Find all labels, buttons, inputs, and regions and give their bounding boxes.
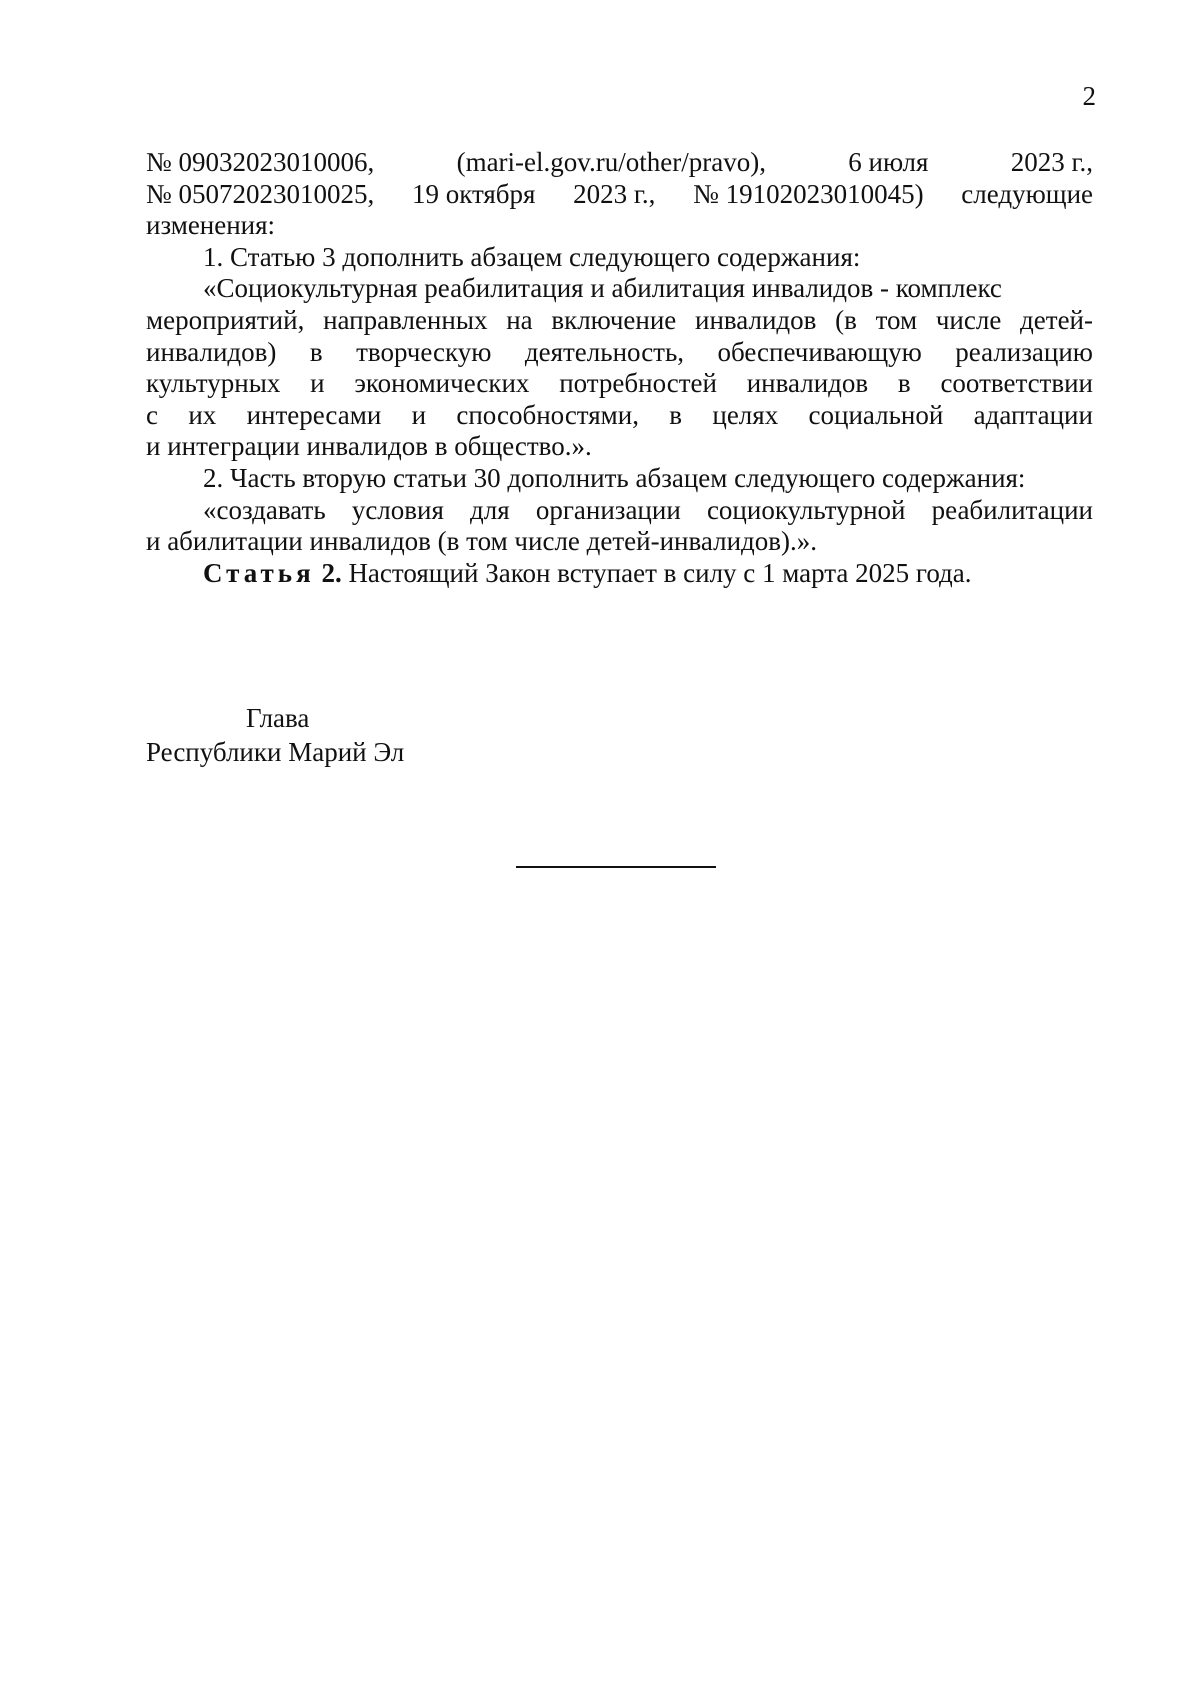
quote-word: для [470, 494, 510, 525]
item-2-quote-line-1 [146, 495, 1093, 527]
article-2-number: 2. [321, 557, 342, 588]
intro-word: 6 июля [848, 147, 929, 177]
signature-title: Глава [246, 703, 310, 733]
intro-word: 19 октября [411, 178, 536, 209]
item-1-quote-line-5 [146, 400, 1093, 432]
quote-word: экономических [354, 368, 530, 399]
intro-word: следующие [961, 178, 1093, 209]
intro-line-3: изменения: [146, 210, 276, 241]
quote-word: «создавать [203, 494, 326, 525]
item-1-quote-line-6: и интеграции инвалидов в общество.». [146, 431, 592, 462]
quote-word: с [146, 399, 158, 430]
end-of-document-rule [516, 866, 716, 868]
quote-word: потребностей [559, 368, 717, 399]
quote-word: включение [551, 304, 677, 335]
intro-line-1 [146, 147, 1093, 179]
article-2-label: Статья [203, 557, 315, 588]
intro-line-2 [146, 179, 1093, 211]
quote-word: на [506, 304, 533, 335]
quote-word: реабилитации [931, 494, 1093, 525]
intro-word: 2023 г., [1010, 147, 1093, 177]
quote-word: в [309, 336, 323, 367]
quote-word: организации [535, 494, 681, 525]
quote-word: инвалидов) [146, 336, 277, 367]
quote-word: мероприятий, [146, 304, 305, 335]
item-2-heading: 2. Часть вторую статьи 30 дополнить абзацем следующего содержания: [203, 462, 1026, 493]
item-1-quote-line-2 [146, 305, 1093, 337]
quote-word: направленных [323, 304, 488, 335]
intro-word: № 05072023010025, [146, 178, 375, 209]
intro-word: 2023 г., [573, 178, 656, 209]
item-1-heading: 1. Статью 3 дополнить абзацем следующего содержания: [203, 241, 861, 272]
quote-word: условия [351, 494, 444, 525]
quote-word: и [411, 399, 427, 430]
article-2 [146, 558, 1093, 590]
quote-word: социокультурной [706, 494, 906, 525]
item-2-quote-line-2: и абилитации инвалидов (в том числе детей-инвалидов).». [146, 526, 818, 557]
intro-word: (mari-el.gov.ru/other/pravo), [456, 147, 766, 177]
quote-word: соответствии [940, 368, 1093, 399]
quote-word: инвалидов [746, 368, 869, 399]
item-1-quote-line-1: «Социокультурная реабилитация и абилитация инвалидов - комплекс [203, 273, 1002, 304]
quote-word: в [897, 368, 911, 399]
quote-word: обеспечивающую [717, 336, 922, 367]
document-body [146, 147, 1093, 589]
quote-word: культурных [146, 368, 281, 399]
item-1-quote-line-4 [146, 368, 1093, 400]
quote-word: реализацию [955, 336, 1093, 367]
quote-word: целях [712, 399, 779, 430]
quote-word: числе [935, 304, 1002, 335]
signature-block [146, 701, 404, 769]
item-1-quote-line-3 [146, 337, 1093, 369]
quote-word: (в [835, 304, 857, 335]
article-2-text: Настоящий Закон вступает в силу с 1 марта 2025 года. [348, 557, 972, 588]
quote-word: детей- [1020, 304, 1093, 335]
quote-word: в [669, 399, 683, 430]
quote-word: социальной [808, 399, 944, 430]
quote-word: деятельность, [524, 336, 685, 367]
intro-word: № 09032023010006, [146, 147, 375, 177]
signature-organization: Республики Марий Эл [146, 737, 405, 767]
quote-word: и [310, 368, 325, 399]
page-number: 2 [1082, 81, 1096, 111]
quote-word: творческую [356, 336, 492, 367]
quote-word: инвалидов [695, 304, 817, 335]
quote-word: интересами [246, 399, 382, 430]
quote-word: способностями, [456, 399, 639, 430]
intro-word: № 19102023010045) [693, 178, 924, 209]
quote-word: том [875, 304, 918, 335]
quote-word: их [188, 399, 217, 430]
quote-word: адаптации [973, 399, 1093, 430]
